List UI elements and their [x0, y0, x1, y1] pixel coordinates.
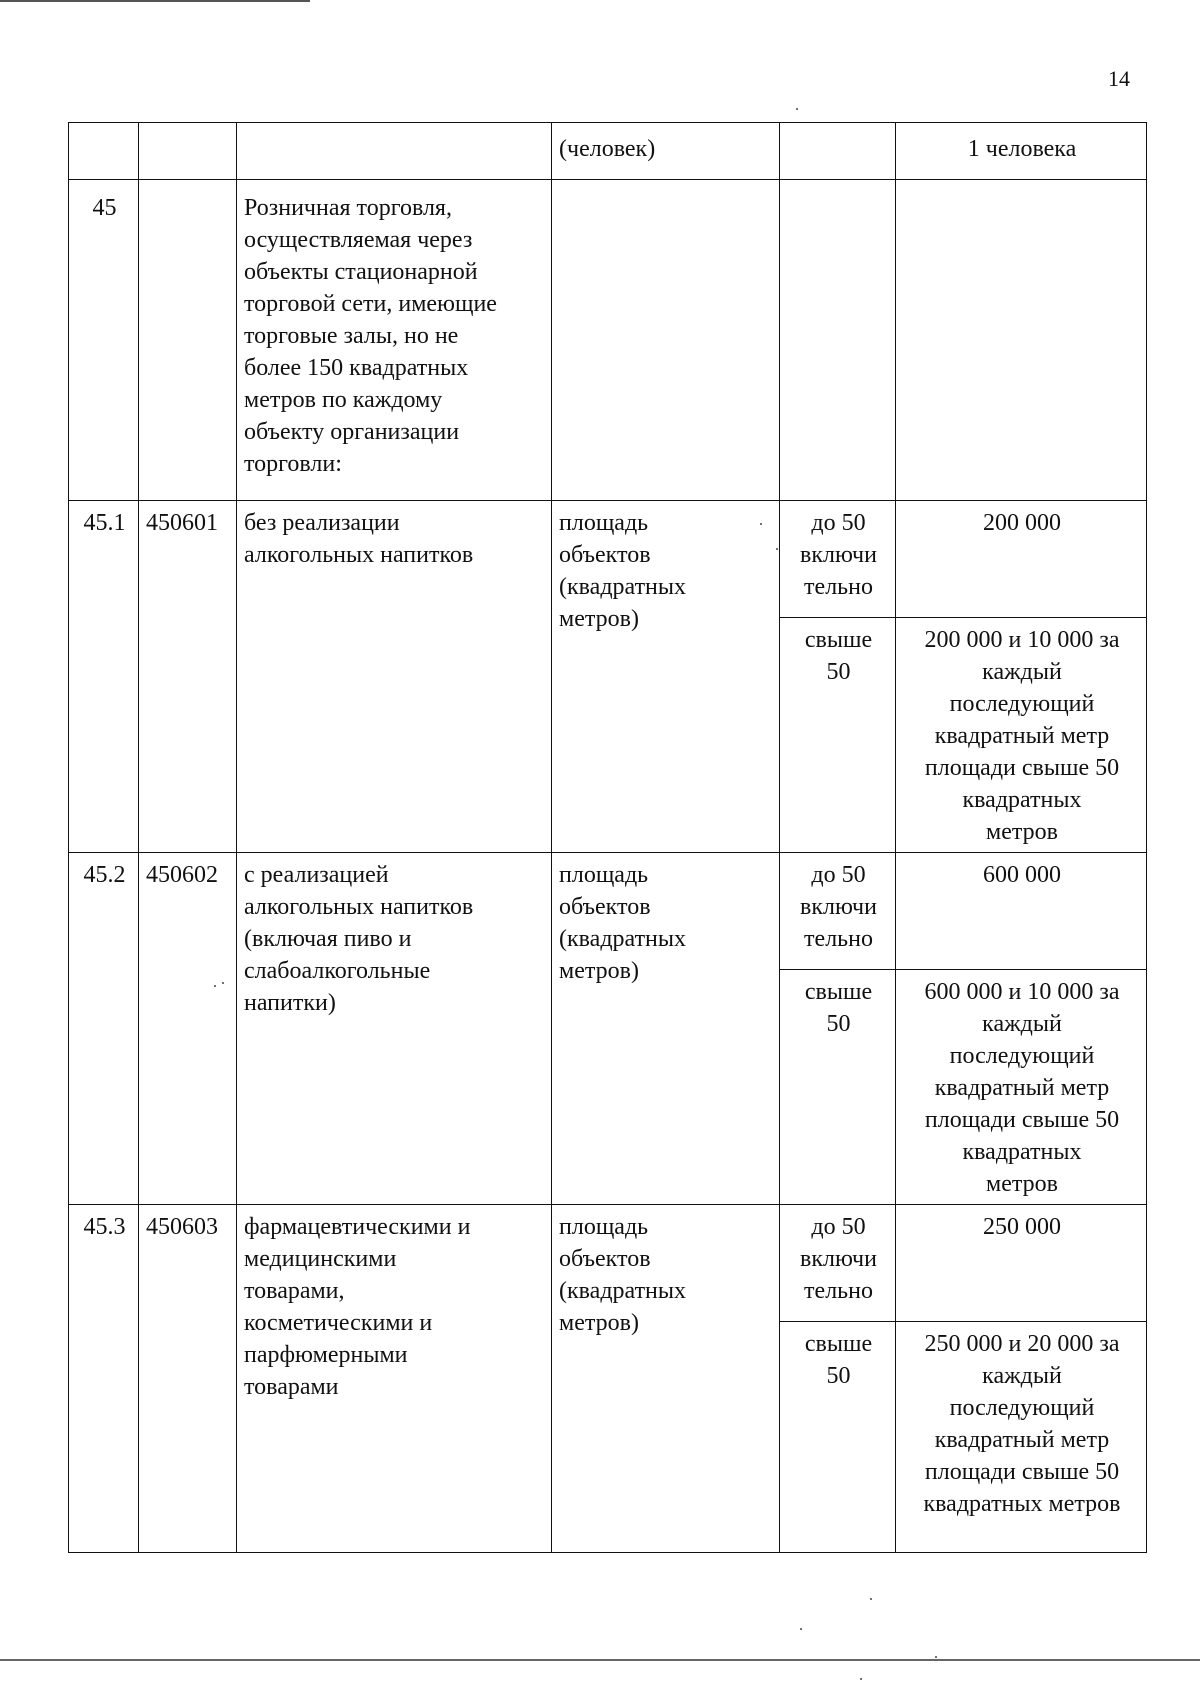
- row-code: 450603: [139, 1205, 237, 1553]
- row-threshold-over: свыше 50: [780, 970, 896, 1205]
- row-rate-over: 200 000 и 10 000 за каждый последующий квадратный метр площади свыше 50 квадратных метров: [896, 618, 1147, 853]
- header-num-cell: [69, 123, 139, 180]
- header-code-cell: [139, 123, 237, 180]
- scan-speck: [800, 1628, 802, 1630]
- section-description: Розничная торговля, осуществляемая через объекты стационарной торговой сети, имеющие торговые залы, но не более 150 квадратных метров по каждому объекту организации торговли:: [237, 180, 552, 501]
- row-unit: площадь объектов (квадратных метров): [552, 1205, 780, 1553]
- row-unit: площадь объектов (квадратных метров): [552, 501, 780, 853]
- row-code: 450602: [139, 853, 237, 1205]
- table-row: [69, 501, 1147, 618]
- page-number: 14: [1108, 66, 1130, 91]
- section-rate-cell: [896, 180, 1147, 501]
- scan-speck: [935, 1656, 937, 1658]
- scan-speck: [796, 108, 798, 110]
- row-threshold-upto: до 50 включи тельно: [780, 501, 896, 618]
- row-unit: площадь объектов (квадратных метров): [552, 853, 780, 1205]
- row-threshold-upto: до 50 включи тельно: [780, 853, 896, 970]
- scan-speck: [214, 985, 216, 987]
- row-description: фармацевтическими и медицинскими товарами, косметическими и парфюмерными товарами: [237, 1205, 552, 1553]
- row-description: без реализации алкогольных напитков: [237, 501, 552, 853]
- row-num: 45.3: [69, 1205, 139, 1553]
- row-rate-upto: 250 000: [896, 1205, 1147, 1322]
- scan-speck: [870, 1598, 872, 1600]
- section-num: 45: [69, 180, 139, 501]
- row-rate-upto: 600 000: [896, 853, 1147, 970]
- row-num: 45.2: [69, 853, 139, 1205]
- scan-edge-bottom: [0, 1659, 1200, 1661]
- section-row: [69, 180, 1147, 501]
- header-threshold-cell: [780, 123, 896, 180]
- scan-speck: [222, 982, 224, 984]
- header-unit-cell: (человек): [552, 123, 780, 180]
- table-row: [69, 853, 1147, 970]
- continued-header-row: [69, 123, 1147, 180]
- scan-speck: [860, 1678, 862, 1680]
- row-num: 45.1: [69, 501, 139, 853]
- row-threshold-upto: до 50 включи тельно: [780, 1205, 896, 1322]
- header-rate-cell: 1 человека: [896, 123, 1147, 180]
- row-code: 450601: [139, 501, 237, 853]
- scan-edge-top: [0, 0, 310, 2]
- section-code: [139, 180, 237, 501]
- row-threshold-over: свыше 50: [780, 1322, 896, 1553]
- activity-rate-table: [68, 122, 1147, 1553]
- scan-speck: [776, 548, 778, 550]
- row-rate-over: 600 000 и 10 000 за каждый последующий квадратный метр площади свыше 50 квадратных метров: [896, 970, 1147, 1205]
- table-row: [69, 1205, 1147, 1322]
- scan-speck: [760, 523, 762, 525]
- row-rate-over: 250 000 и 20 000 за каждый последующий квадратный метр площади свыше 50 квадратных метров: [896, 1322, 1147, 1553]
- row-threshold-over: свыше 50: [780, 618, 896, 853]
- row-description: с реализацией алкогольных напитков (включая пиво и слабоалкогольные напитки): [237, 853, 552, 1205]
- header-description-cell: [237, 123, 552, 180]
- row-rate-upto: 200 000: [896, 501, 1147, 618]
- section-unit-cell: [552, 180, 780, 501]
- section-threshold-cell: [780, 180, 896, 501]
